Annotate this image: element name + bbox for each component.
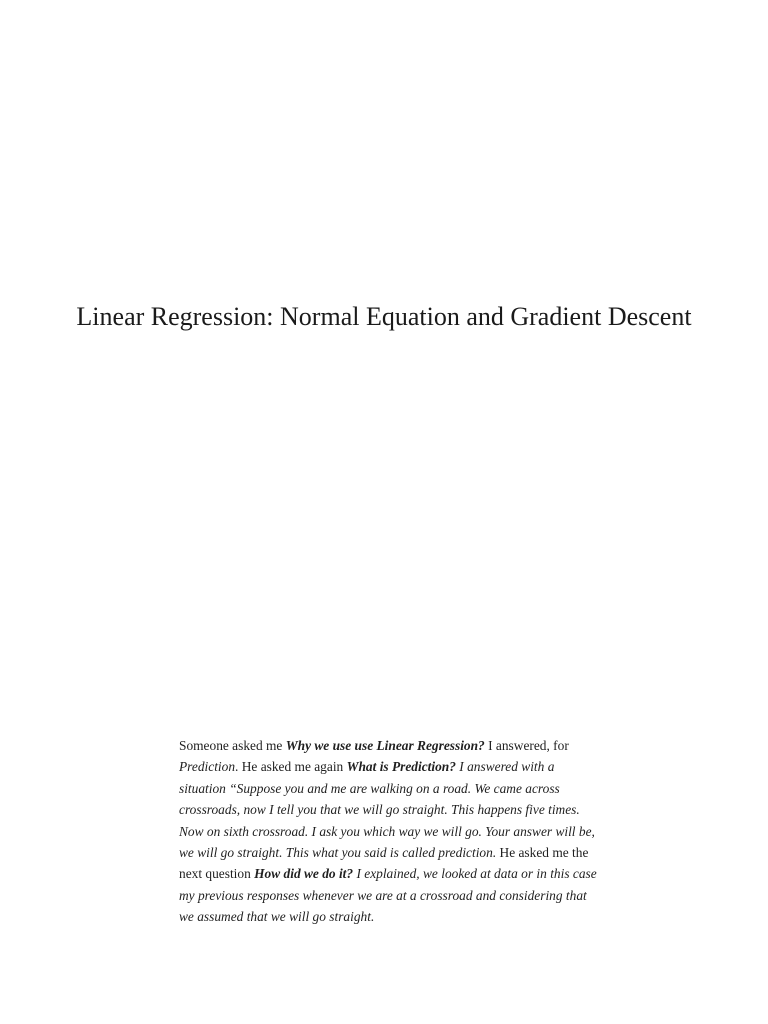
data-explanation: I explained, we looked at data or in this case my previous responses whenever we are at a crossroad and considering that we assumed that we will go straight. bbox=[179, 866, 597, 925]
question-what-is-prediction: What is Prediction? bbox=[346, 759, 456, 775]
document-title: Linear Regression: Normal Equation and Gradient Descent bbox=[76, 302, 692, 331]
question-why-linear-regression: Why we use use Linear Regression? bbox=[285, 738, 485, 753]
answer-prediction: Prediction bbox=[179, 759, 236, 775]
paragraph-text-1: Someone asked me bbox=[179, 738, 286, 753]
paragraph-text-2: I answered, for bbox=[484, 738, 569, 753]
intro-paragraph bbox=[179, 735, 599, 928]
crossroad-explanation: I answered with a situation “Suppose you and me are walking on a road. We came across crossroads, now I tell you that we will go straight. This happens five times. Now on sixth crossroad. I ask you which way we will go. Your answer will be, we will go straight. This what you said is called prediction. bbox=[179, 759, 595, 861]
paragraph-text-4: He asked me the next question bbox=[179, 845, 589, 882]
paragraph-text-3: . He asked me again bbox=[235, 759, 347, 775]
question-how-did-we-do-it: How did we do it? bbox=[254, 866, 354, 882]
